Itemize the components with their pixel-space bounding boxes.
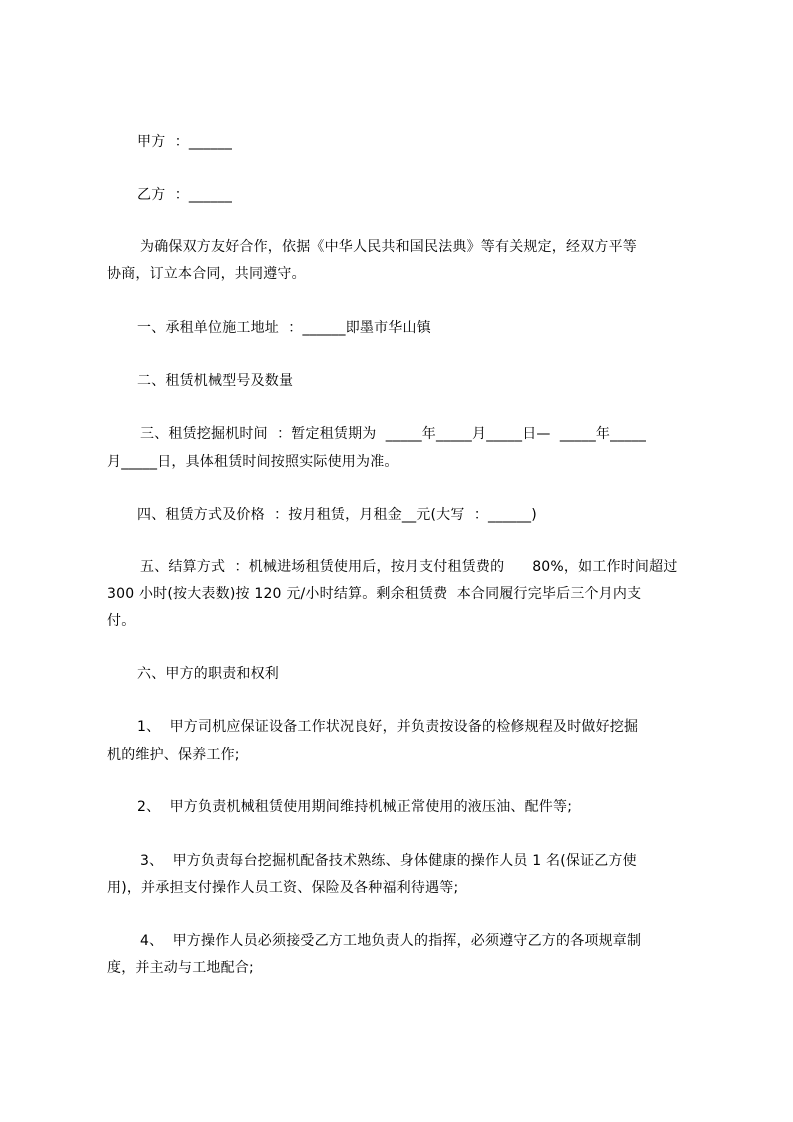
clause-4: 四、租赁方式及价格 ：按月租赁，月租金__元(大写 ：______) <box>137 507 537 523</box>
preamble-line-1: 为确保双方友好合作，依据《中华人民共和国民法典》等有关规定，经双方平等 <box>140 239 637 255</box>
item-1-line-1: 1、 甲方司机应保证设备工作状况良好，并负责按设备的检修规程及时做好挖掘 <box>137 719 639 735</box>
clause-5-line-1: 五、结算方式 ：机械进场租赁使用后，按月支付租赁费的 80%，如工作时间超过 <box>140 559 678 575</box>
clause-2: 二、租赁机械型号及数量 <box>137 373 294 389</box>
clause-1: 一、承租单位施工地址 ：______即墨市华山镇 <box>137 320 431 336</box>
clause-3-line-2: 月_____日，具体租赁时间按照实际使用为准。 <box>107 454 399 470</box>
item-3-line-2: 用)，并承担支付操作人员工资、保险及各种福利待遇等; <box>107 880 459 896</box>
item-3-line-1: 3、 甲方负责每台挖掘机配备技术熟练、身体健康的操作人员 1 名(保证乙方使 <box>140 853 637 869</box>
clause-3-line-1: 三、租赁挖掘机时间 ：暂定租赁期为 _____年_____月_____日— _____年_____ <box>140 426 647 442</box>
clause-6: 六、甲方的职责和权利 <box>137 666 279 682</box>
item-1-line-2: 机的维护、保养工作; <box>107 747 240 763</box>
item-4-line-2: 度，并主动与工地配合; <box>107 960 254 976</box>
party-b-line: 乙方 ：______ <box>137 187 233 203</box>
party-a-line: 甲方 ：______ <box>137 134 233 150</box>
item-2: 2、 甲方负责机械租赁使用期间维持机械正常使用的液压油、配件等; <box>137 799 573 815</box>
clause-5-line-3: 付。 <box>107 613 136 629</box>
preamble-line-2: 协商，订立本合同，共同遵守。 <box>107 266 306 282</box>
item-4-line-1: 4、 甲方操作人员必须接受乙方工地负责人的指挥，必须遵守乙方的各项规章制 <box>140 933 642 949</box>
clause-5-line-2: 300 小时(按大表数)按 120 元/小时结算。剩余租赁费 本合同履行完毕后三个月内支 <box>107 586 642 602</box>
